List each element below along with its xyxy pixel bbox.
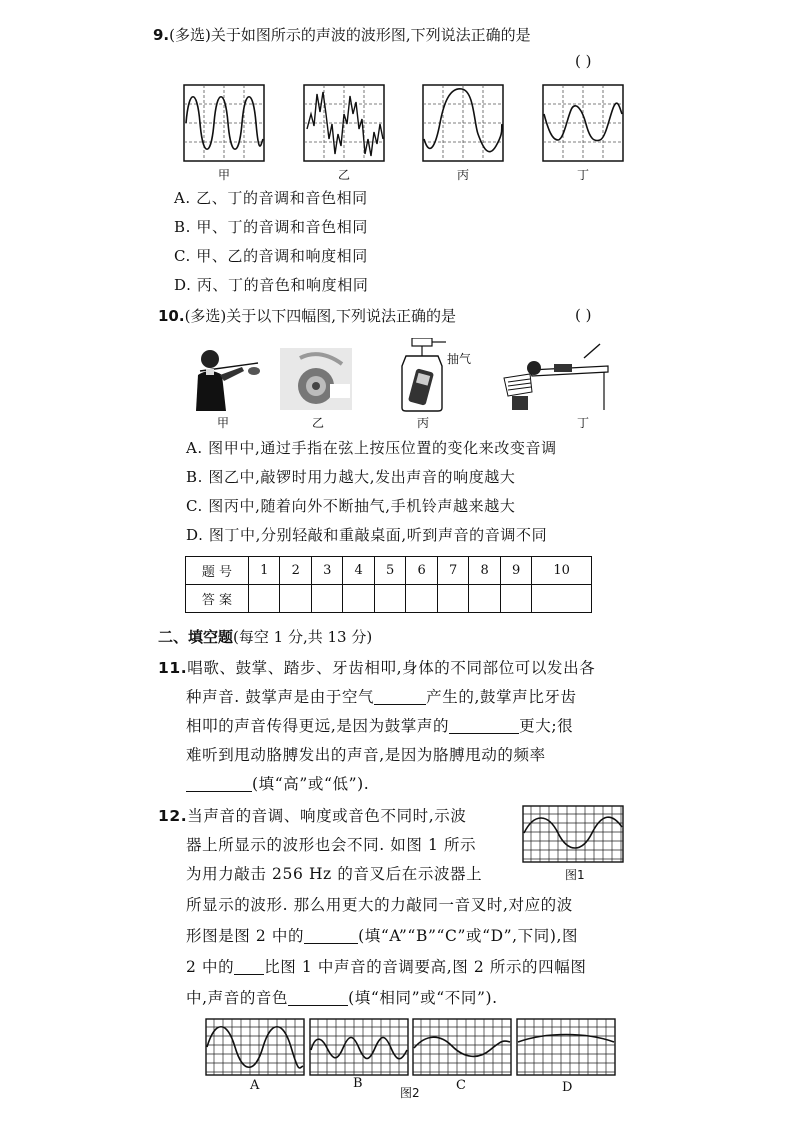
q12-blank-1[interactable]	[304, 927, 358, 944]
answer-cell[interactable]	[249, 585, 280, 613]
q9-label-bing: 丙	[456, 168, 469, 182]
answer-table-number: 1	[249, 557, 280, 585]
q9-label-ding: 丁	[576, 168, 589, 182]
q12-line1	[158, 806, 467, 826]
section2-note: (每空 1 分,共 13 分)	[233, 628, 373, 646]
q12-figure2-waveform-a	[205, 1018, 305, 1076]
q10-option-c: C. 图丙中,随着向外不断抽气,手机铃声越来越大	[186, 497, 516, 515]
q11-text-2a: 种声音. 鼓掌声是由于空气	[186, 688, 375, 706]
q11-text-2b: 产生的,鼓掌声比牙齿	[426, 688, 577, 706]
q12-text-7b: (填“相同”或“不同”).	[348, 989, 498, 1007]
q10-figure-desk-listening	[500, 342, 610, 412]
q12-text-5b: (填“A”“B”“C”或“D”,下同),图	[358, 927, 579, 945]
q9-label-yi: 乙	[337, 168, 350, 182]
answer-table-number: 3	[311, 557, 342, 585]
answer-cell[interactable]	[500, 585, 531, 613]
q10-figure-gong	[280, 348, 352, 410]
q10-option-d: D. 图丁中,分别轻敲和重敲桌面,听到声音的音调不同	[186, 526, 548, 544]
q12-line2: 器上所显示的波形也会不同. 如图 1 所示	[186, 836, 477, 854]
q12-figure2-label: 图2	[400, 1086, 420, 1100]
q10-option-a: A. 图甲中,通过手指在弦上按压位置的变化来改变音调	[186, 439, 557, 457]
q9-option-d: D. 丙、丁的音色和响度相同	[174, 276, 369, 294]
q9-label-jia: 甲	[217, 168, 230, 182]
answer-cell[interactable]	[374, 585, 405, 613]
q9-waveform-ding	[542, 84, 624, 162]
q11-line3	[186, 716, 573, 736]
q12-text-6a: 2 中的	[186, 958, 235, 976]
q11-text-1: 唱歌、鼓掌、踏步、牙齿相叩,身体的不同部位可以发出各	[187, 659, 596, 677]
q9-option-c: C. 甲、乙的音调和响度相同	[174, 247, 368, 265]
answer-table-number: 5	[374, 557, 405, 585]
q10-pump-label: 抽气	[447, 352, 472, 366]
q12-line7	[186, 988, 498, 1008]
answer-table-number: 7	[437, 557, 468, 585]
q10-figure-violinist	[180, 345, 264, 411]
q12-figure1-label: 图1	[565, 868, 585, 882]
answer-table-number: 8	[469, 557, 500, 585]
answer-cell[interactable]	[469, 585, 500, 613]
answer-table-row-answers	[186, 585, 592, 613]
q12-figure2-label-a: A	[250, 1078, 260, 1093]
answer-cell[interactable]	[406, 585, 437, 613]
section2-heading	[158, 626, 372, 647]
answer-table-number: 10	[532, 557, 592, 585]
answer-table-number: 4	[343, 557, 374, 585]
q9-waveform-bing	[422, 84, 504, 162]
q10-label-yi: 乙	[311, 416, 324, 430]
q10-number: 10.	[158, 307, 185, 325]
q11-line5	[186, 774, 369, 794]
q9-waveform-jia	[183, 84, 265, 162]
q12-text-5a: 形图是图 2 中的	[186, 927, 305, 945]
q11-blank-1[interactable]	[374, 688, 426, 705]
q12-blank-2[interactable]	[234, 958, 264, 975]
q9-number: 9.	[153, 26, 170, 44]
q11-text-3a: 相叩的声音传得更远,是因为鼓掌声的	[186, 717, 450, 735]
q10-answer-bracket: ( )	[575, 306, 592, 324]
q11-text-5: (填“高”或“低”).	[252, 775, 370, 793]
q12-line5	[186, 926, 578, 946]
q9-waveform-yi	[303, 84, 385, 162]
q9-option-b: B. 甲、丁的音调和音色相同	[174, 218, 368, 236]
q12-text-6b: 比图 1 中声音的音调要高,图 2 所示的四幅图	[264, 958, 587, 976]
q12-figure2-label-c: C	[456, 1078, 466, 1093]
answer-table	[185, 556, 592, 613]
q10-figure-phone-in-jar	[398, 338, 448, 412]
q11-blank-3[interactable]	[186, 775, 252, 792]
answer-cell[interactable]	[437, 585, 468, 613]
q11-line2	[186, 687, 577, 707]
section2-title: 二、填空题	[158, 628, 234, 646]
q12-line6	[186, 957, 586, 977]
q12-figure2-label-b: B	[353, 1076, 363, 1091]
q11-blank-2[interactable]	[449, 717, 519, 734]
q12-line4: 所显示的波形. 那么用更大的力敲同一音叉时,对应的波	[186, 896, 573, 914]
q12-figure2-waveform-d	[516, 1018, 616, 1076]
answer-cell[interactable]	[343, 585, 374, 613]
q12-figure2-label-d: D	[562, 1080, 573, 1095]
q11-line4: 难听到甩动胳膊发出的声音,是因为胳膊甩动的频率	[186, 746, 546, 764]
answer-table-head-number: 题 号	[186, 557, 249, 585]
answer-table-number: 2	[280, 557, 311, 585]
q10-label-ding: 丁	[576, 416, 589, 430]
q12-figure1-waveform	[522, 805, 624, 863]
q9-stem-line	[153, 25, 531, 45]
q10-stem-line	[158, 306, 456, 326]
answer-cell[interactable]	[532, 585, 592, 613]
q12-text-1: 当声音的音调、响度或音色不同时,示波	[187, 807, 467, 825]
q12-figure2-waveform-c	[412, 1018, 512, 1076]
answer-table-row-numbers	[186, 557, 592, 585]
q9-option-a: A. 乙、丁的音调和音色相同	[174, 189, 368, 207]
q10-stem: (多选)关于以下四幅图,下列说法正确的是	[184, 307, 457, 325]
q10-label-jia: 甲	[216, 416, 229, 430]
answer-table-head-answer: 答 案	[186, 585, 249, 613]
answer-table-number: 9	[500, 557, 531, 585]
q9-answer-bracket: ( )	[575, 52, 592, 70]
q9-stem: (多选)关于如图所示的声波的波形图,下列说法正确的是	[169, 26, 531, 44]
answer-cell[interactable]	[280, 585, 311, 613]
q11-line1	[158, 658, 595, 678]
q12-text-7a: 中,声音的音色	[186, 989, 289, 1007]
q11-number: 11.	[158, 659, 188, 677]
answer-table-number: 6	[406, 557, 437, 585]
q12-blank-3[interactable]	[288, 989, 348, 1006]
answer-cell[interactable]	[311, 585, 342, 613]
q11-text-3b: 更大;很	[519, 717, 574, 735]
q12-figure2-waveform-b	[309, 1018, 409, 1076]
q12-number: 12.	[158, 807, 188, 825]
q10-option-b: B. 图乙中,敲锣时用力越大,发出声音的响度越大	[186, 468, 516, 486]
q10-label-bing: 丙	[416, 416, 429, 430]
q12-line3: 为用力敲击 256 Hz 的音叉后在示波器上	[186, 865, 483, 883]
